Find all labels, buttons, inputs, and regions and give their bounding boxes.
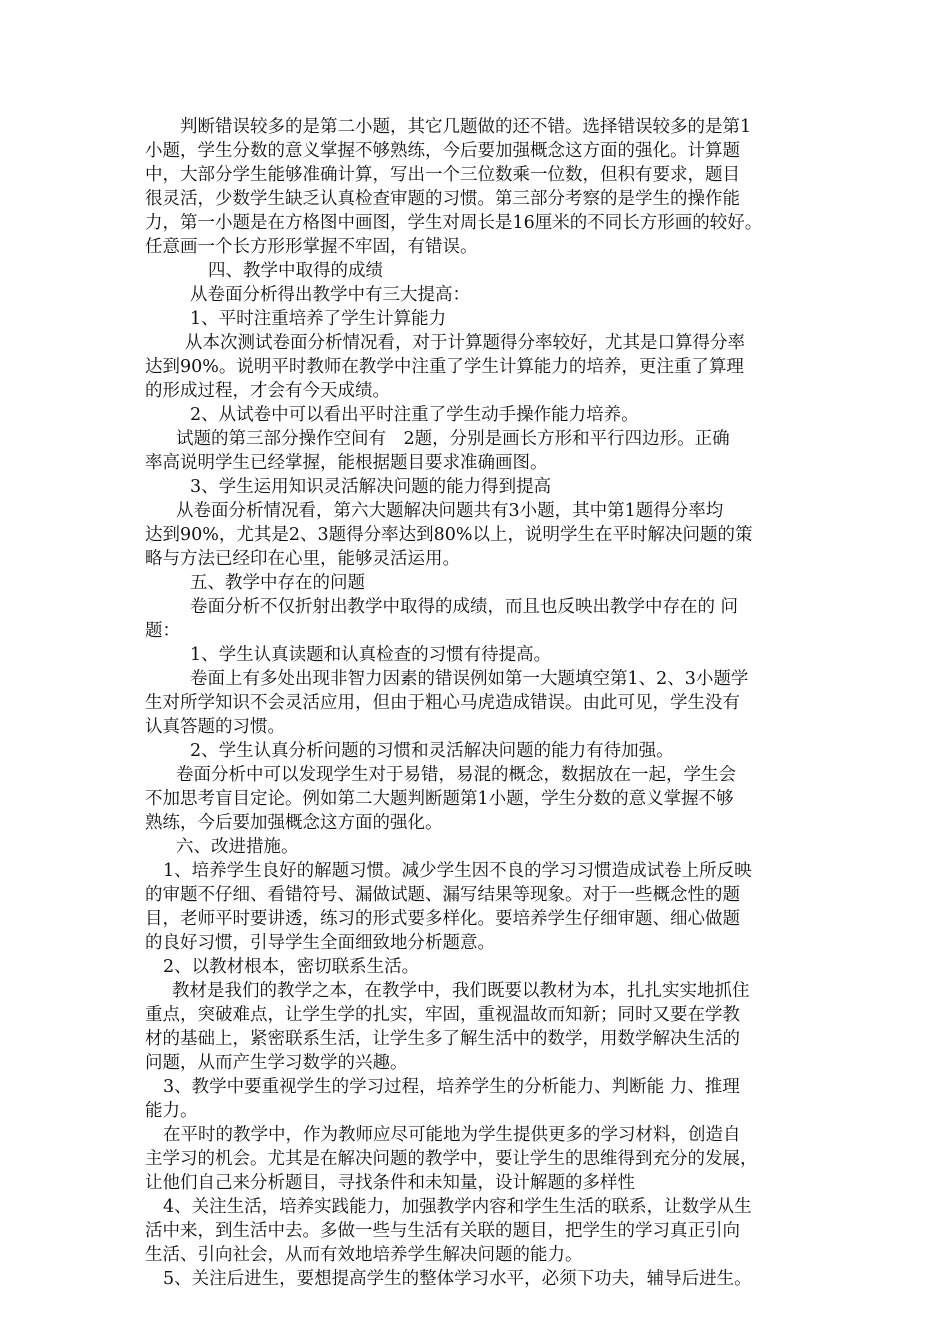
text-line: 率高说明学生已经掌握，能根据题目要求准确画图。 [145,453,548,473]
text-line: 达到90%。说明平时教师在教学中注重了学生计算能力的培养，更注重了算理 [145,357,744,377]
subheading: 4、关注生活，培养实践能力，加强教学内容和学生生活的联系，让数学从生 [163,1197,752,1217]
text-line: 卷面分析不仅折射出教学中取得的成绩，而且也反映出教学中存在的 问 [190,597,739,617]
text-line: 的审题不仔细、看错符号、漏做试题、漏写结果等现象。对于一些概念性的题 [145,885,740,905]
subheading: 2、以教材根本，密切联系生活。 [163,957,420,977]
section-heading: 六、改进措施。 [176,837,299,857]
text-line: 的良好习惯，引导学生全面细致地分析题意。 [145,933,495,953]
text-line: 卷面上有多处出现非智力因素的错误例如第一大题填空第1、2、3小题学 [190,669,749,689]
text-line: 中，大部分学生能够准确计算，写出一个三位数乘一位数，但积有要求，题目 [145,165,740,185]
text-line: 活中来，到生活中去。多做一些与生活有关联的题目，把学生的学习真正引向 [145,1221,740,1241]
subheading: 1、平时注重培养了学生计算能力 [190,309,447,329]
text-line: 试题的第三部分操作空间有 2题，分别是画长方形和平行四边形。正确 [176,429,730,449]
subheading: 2、从试卷中可以看出平时注重了学生动手操作能力培养。 [190,405,639,425]
text-line: 题： [145,621,180,641]
text-line: 认真答题的习惯。 [145,717,285,737]
text-line: 让他们自己来分析题目，寻找条件和未知量，设计解题的多样性 [145,1173,635,1193]
text-line: 达到90%，尤其是2、3题得分率达到80%以上，说明学生在平时解决问题的策 [145,525,753,545]
text-line: 的形成过程，才会有今天成绩。 [145,381,390,401]
section-heading: 五、教学中存在的问题 [190,573,365,593]
text-line: 问题，从而产生学习数学的兴趣。 [145,1053,408,1073]
text-line: 略与方法已经印在心里，能够灵活运用。 [145,549,460,569]
text-line: 材的基础上，紧密联系生活，让学生多了解生活中的数学，用数学解决生活的 [145,1029,740,1049]
text-line: 判断错误较多的是第二小题，其它几题做的还不错。选择错误较多的是第1 [180,117,752,137]
subheading: 3、教学中要重视学生的学习过程，培养学生的分析能力、判断能 力、推理 [163,1077,740,1097]
text-line: 卷面分析中可以发现学生对于易错，易混的概念，数据放在一起，学生会 [176,765,736,785]
text-line: 从本次测试卷面分析情况看，对于计算题得分率较好，尤其是口算得分率 [185,333,745,353]
text-line: 力，第一小题是在方格图中画图，学生对周长是16厘米的不同长方形画的较好。 [145,213,763,233]
text-line: 从卷面分析得出教学中有三大提高： [190,285,470,305]
section-heading: 四、教学中取得的成绩 [208,261,383,281]
subheading: 3、学生运用知识灵活解决问题的能力得到提高 [190,477,552,497]
text-line: 从卷面分析情况看，第六大题解决问题共有3小题，其中第1题得分率均 [176,501,724,521]
text-line: 不加思考盲目定论。例如第二大题判断题第1小题，学生分数的意义掌握不够 [145,789,734,809]
text-line: 任意画一个长方形形掌握不牢固，有错误。 [145,237,478,257]
text-line: 很灵活，少数学生缺乏认真检查审题的习惯。第三部分考察的是学生的操作能 [145,189,740,209]
text-line: 熟练，今后要加强概念这方面的强化。 [145,813,443,833]
text-line: 在平时的教学中，作为教师应尽可能地为学生提供更多的学习材料，创造自 [163,1125,741,1145]
text-line: 主学习的机会。尤其是在解决问题的教学中，要让学生的思维得到充分的发展， [145,1149,758,1169]
text-line: 1、培养学生良好的解题习惯。减少学生因不良的学习习惯造成试卷上所反映 [163,861,752,881]
text-line: 生对所学知识不会灵活应用，但由于粗心马虎造成错误。由此可见，学生没有 [145,693,740,713]
text-line: 目，老师平时要讲透，练习的形式要多样化。要培养学生仔细审题、细心做题 [145,909,740,929]
subheading: 1、学生认真读题和认真检查的习惯有待提高。 [190,645,552,665]
text-line: 教材是我们的教学之本，在教学中，我们既要以教材为本，扎扎实实地抓住 [172,981,750,1001]
text-line: 生活、引向社会，从而有效地培养学生解决问题的能力。 [145,1245,583,1265]
subheading: 2、学生认真分析问题的习惯和灵活解决问题的能力有待加强。 [190,741,674,761]
text-line: 能力。 [145,1101,198,1121]
subheading: 5、关注后进生，要想提高学生的整体学习水平，必须下功夫，辅导后进生。 [163,1269,752,1289]
text-line: 小题，学生分数的意义掌握不够熟练，今后要加强概念这方面的强化。计算题 [145,141,740,161]
text-line: 重点，突破难点，让学生学的扎实，牢固，重视温故而知新；同时又要在学教 [145,1005,740,1025]
